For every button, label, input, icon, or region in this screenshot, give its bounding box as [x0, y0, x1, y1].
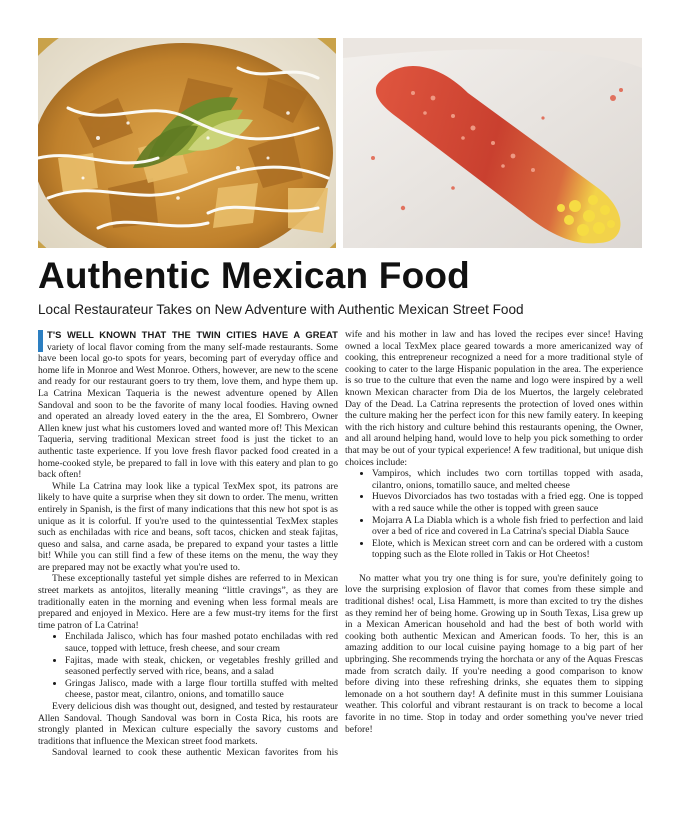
list-item: • Elote, which is Mexican street corn and can be ordered with a custom topping such as the Elote rolled in Takis or Hot Cheetos! — [372, 538, 643, 561]
paragraph-3: These exceptionally tasteful yet simple dishes are referred to in Mexican street markets as antojitos, literally meaning “little cravings”, as they are traditionally eaten in the morning and evening when less formal meals are prepared and enjoyed in Mexico. Here are a few must-try items for the first time patron of La Catrina! — [38, 573, 338, 631]
list-item: • Vampiros, which includes two corn tortillas topped with asada, cilantro, onions, tomatillo sauce, and melted cheese — [372, 468, 643, 491]
accent-bar — [38, 330, 43, 352]
elote-image — [343, 38, 642, 248]
list-item: • Huevos Divorciados has two tostadas with a fried egg. One is topped with a red sauce while the other is topped with green sauce — [372, 491, 643, 514]
paragraph-2: While La Catrina may look like a typical TexMex spot, its patrons are likely to have quite a surprise when they sit down to order. The menu, written entirely in Spanish, is the first of many indications that this new hot spot is as unique as it is colorful. If you're used to the quintessential TexMex staples such as enchiladas with rice and beans, soft tacos, chicken and steak fajitas, queso and salsa, and carne asada, be prepared to expand your tastes a little bit! While you can still find a few of these items on the menu, the way they are prepared may not be exactly what you're used to. — [38, 480, 338, 573]
list-item: • Enchilada Jalisco, which has four mashed potato enchiladas with red sauce, topped with lettuce, fresh cheese, and sour cream — [65, 631, 338, 654]
lead-text: variety of local flavor coming from the many self-made restaurants. Some have been local go-to spots for years, becoming part of everyday office and home life in Monroe and West Monroe. Others, however, are new to the scene and ready for our restaurant goers to try them, love them, and hype them up. La Catrina Mexican Taqueria is the newest adventure opened by Allen Sandoval and soon to be the favorite of many local foodies. Having owned and operated an already loved eatery in the the area, El Sombrero, Owner Allen knew just what his customers loved and wanted more of! This Mexican Taqueria, serving traditional Mexican street food is just the ticket to an authentic taste experience. If you love fresh flavor packed food created in a home-cooked style, be prepared to fall in love with this eatery and plan to go back often! — [38, 341, 338, 481]
list-item: • Gringas Jalisco, made with a large flour tortilla stuffed with melted cheese, pastor meat, cilantro, onions, and tomatillo sauce — [65, 678, 338, 701]
chilaquiles-photo — [38, 38, 336, 248]
elote-photo — [343, 38, 642, 248]
dish-choices-list — [345, 468, 643, 561]
paragraph-5: Sandoval learned to cook these authentic Mexican favorites from his — [52, 747, 338, 759]
paragraph-4: Every delicious dish was thought out, designed, and tested by restaurateur Allen Sandoval. Though Sandoval was born in Costa Rica, his roots are strongly planted in Mexican culture especially the savory customs and traditions that influence the Mexican street food markets. — [38, 701, 338, 747]
must-try-list — [38, 631, 338, 701]
article-column-left — [38, 329, 338, 759]
lead-caps: T'S WELL KNOWN THAT THE TWIN CITIES HAVE A GREAT — [47, 329, 338, 340]
paragraph-5-continued: wife and his mother in law and has loved the recipes ever since! Having owned a local TexMex place geared towards a more americanized way of cooking, this entrepreneur recognized a need for a more traditional style of cooking to cater to the large Hispanic population in the area. The experience is so true to the culture that even the name and logo were inspired by a well known Mexican character from Dia de los Muertos, the largely celebrated Day of the Dead. La Catrina represents the protection of loved ones within the culture making her the perfect icon for this new family eatery. In keeping with the rich history and culture behind this restaurants opening, the Owner, and all around helping hand, would love to help you pick something to order that may be out of your typical experience! A few traditional, but unique dish choices include: — [345, 329, 643, 468]
article-subtitle: Local Restaurateur Takes on New Adventure with Authentic Mexican Street Food — [38, 302, 524, 317]
article-column-right — [345, 329, 643, 735]
paragraph-6: No matter what you try one thing is for sure, you're definitely going to love the surprising explosion of flavor that comes from these simple and traditional dishes! ocal, Lisa Hammett, is more than excited to try the dishes as they remind her of being home. Growing up in South Texas, Lisa grew up in a Mexican American household and had the best of both world with cooking both authentic Mexican and American foods. To her, this is an amazing addition to our local cuisine paying homage to a big part of her upbringing. She recommends trying the horchata or any of the Aquas Frescas made from scratch daily. If you're needing a good comparison to know before diving into these refreshing drinks, she equates them to sipping lemonade on a hot southern day! A definite must in this summer Louisiana weather. This colorful and vibrant restaurant is on track to become a local favorite in no time. Stop in today and order something you've never tried before! — [345, 572, 643, 735]
list-item: • Fajitas, made with steak, chicken, or vegetables freshly grilled and seasoned perfectly served with rice, beans, and a salad — [65, 655, 338, 678]
lead-paragraph — [38, 329, 338, 481]
article-title: Authentic Mexican Food — [38, 255, 470, 296]
chilaquiles-image — [38, 38, 336, 248]
spacer — [345, 561, 643, 573]
list-item: • Mojarra A La Diabla which is a whole fish fried to perfection and laid over a bed of rice and covered in La Catrina's special Diabla Sauce — [372, 515, 643, 538]
